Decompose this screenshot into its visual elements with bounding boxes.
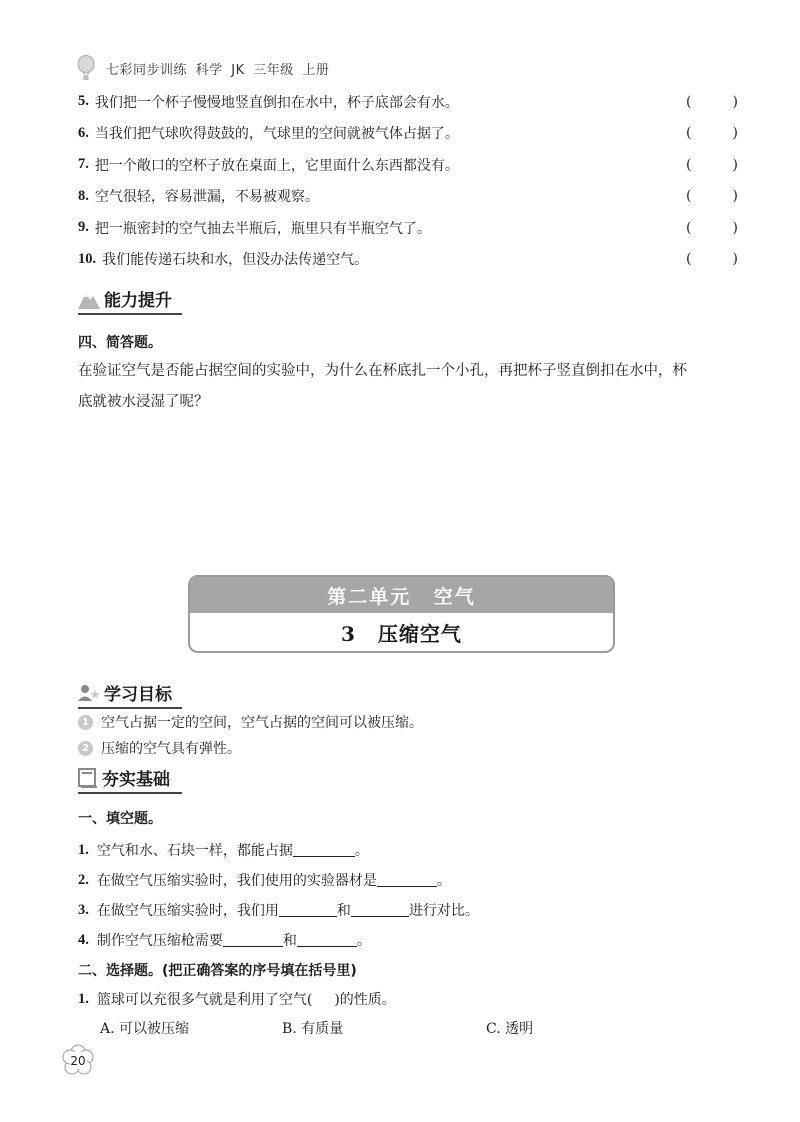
fill-item xyxy=(78,870,451,890)
true-false-list xyxy=(78,86,738,275)
item-number: 10. xyxy=(78,250,97,267)
fill-blank[interactable] xyxy=(297,933,357,947)
section-ability xyxy=(78,286,172,311)
fill-text: 在做空气压缩实验时，我们使用的实验器材是 xyxy=(96,873,377,889)
option-c[interactable]: C. 透明 xyxy=(486,1021,534,1037)
section-basics xyxy=(78,765,170,790)
fill-text: 进行对比。 xyxy=(408,903,479,919)
fill-text: 和 xyxy=(282,933,297,949)
section-goals xyxy=(78,680,172,705)
fill-text: 制作空气压缩枪需要 xyxy=(96,933,223,949)
section-underline xyxy=(78,792,182,794)
answer-parens[interactable]: ( ) xyxy=(686,251,738,268)
section-underline xyxy=(78,313,182,315)
item-number: 8. xyxy=(78,187,89,204)
running-header xyxy=(76,52,329,84)
item-text: 把一瓶密封的空气抽去半瓶后，瓶里只有半瓶空气了。 xyxy=(94,220,431,237)
goal-item xyxy=(78,738,241,758)
fill-text: 。 xyxy=(436,873,451,889)
fill-text: 。 xyxy=(356,933,371,949)
item-number: 9. xyxy=(78,219,89,236)
item-text: 我们能传递石块和水，但没办法传递空气。 xyxy=(102,252,369,269)
tf-item xyxy=(78,118,738,150)
fill-item xyxy=(78,840,369,860)
choice-options xyxy=(100,1018,600,1040)
goal-text: 压缩的空气具有弹性。 xyxy=(101,741,241,757)
tf-item xyxy=(78,149,738,181)
page-number: 20 xyxy=(70,1054,86,1068)
header-title: 七彩同步训练 科学 JK 三年级 上册 xyxy=(106,62,330,78)
item-text: 把一个敞口的空杯子放在桌面上，它里面什么东西都没有。 xyxy=(94,157,459,174)
question-text: )的性质。 xyxy=(334,992,396,1008)
fill-item xyxy=(78,930,371,950)
fill-blank[interactable] xyxy=(293,843,355,857)
answer-parens[interactable]: ( ) xyxy=(686,156,738,173)
book-icon xyxy=(78,768,98,788)
fill-blank[interactable] xyxy=(377,873,437,887)
item-text: 空气很轻，容易泄漏，不易被观察。 xyxy=(94,189,319,206)
fill-blank[interactable] xyxy=(223,933,283,947)
tf-item xyxy=(78,181,738,213)
fill-title: 一、填空题。 xyxy=(78,811,162,827)
learner-icon xyxy=(78,684,100,702)
fill-blank[interactable] xyxy=(279,903,337,917)
page-number-badge xyxy=(60,1043,96,1079)
tf-item xyxy=(78,86,738,118)
goal-text: 空气占据一定的空间，空气占据的空间可以被压缩。 xyxy=(101,715,423,731)
answer-parens[interactable]: ( ) xyxy=(686,93,738,110)
fill-text: 空气和水、石块一样，都能占据 xyxy=(96,843,293,859)
question-text xyxy=(78,356,738,418)
item-number: 1. xyxy=(78,990,89,1007)
unit-title: 第二单元 空气 xyxy=(190,577,613,613)
item-number: 3. xyxy=(78,901,89,918)
item-text: 我们把一个杯子慢慢地竖直倒扣在水中，杯子底部会有水。 xyxy=(94,94,459,111)
goal-item xyxy=(78,712,423,732)
tf-item xyxy=(78,244,738,276)
section-underline xyxy=(78,707,182,709)
item-number: 5. xyxy=(78,93,89,110)
fill-text: 在做空气压缩实验时，我们用 xyxy=(96,903,279,919)
tf-item xyxy=(78,212,738,244)
fill-blank[interactable] xyxy=(351,903,409,917)
answer-parens[interactable]: ( ) xyxy=(686,219,738,236)
fill-text: 和 xyxy=(336,903,351,919)
item-number: 7. xyxy=(78,156,89,173)
option-a[interactable]: A. 可以被压缩 xyxy=(100,1021,190,1037)
question-text: 篮球可以充很多气就是利用了空气( xyxy=(96,992,313,1008)
unit-title-box xyxy=(188,575,615,653)
fill-item xyxy=(78,900,479,920)
goal-number-badge: 2 xyxy=(78,741,93,756)
balloon-icon xyxy=(76,55,96,81)
item-number: 6. xyxy=(78,124,89,141)
mountain-icon xyxy=(78,289,100,309)
goal-number-badge: 1 xyxy=(78,715,93,730)
item-number: 4. xyxy=(78,931,89,948)
answer-parens[interactable]: ( ) xyxy=(686,125,738,142)
fill-text: 。 xyxy=(354,843,369,859)
section-heading: 能力提升 xyxy=(104,291,172,311)
item-number: 2. xyxy=(78,871,89,888)
lesson-title: 3 压缩空气 xyxy=(341,621,462,646)
option-b[interactable]: B. 有质量 xyxy=(282,1021,344,1037)
section-heading: 夯实基础 xyxy=(102,770,170,790)
section-heading: 学习目标 xyxy=(104,685,172,705)
answer-parens[interactable]: ( ) xyxy=(686,188,738,205)
item-number: 1. xyxy=(78,841,89,858)
choice-question xyxy=(78,989,396,1009)
question-line: 底就被水浸湿了呢？ xyxy=(78,394,209,410)
question-line: 在验证空气是否能占据空间的实验中，为什么在杯底扎一个小孔，再把杯子竖直倒扣在水中，杯 xyxy=(78,363,687,379)
choice-title: 二、选择题。(把正确答案的序号填在括号里) xyxy=(78,963,357,979)
question-title: 四、简答题。 xyxy=(78,335,162,351)
item-text: 当我们把气球吹得鼓鼓的，气球里的空间就被气体占据了。 xyxy=(94,126,459,143)
